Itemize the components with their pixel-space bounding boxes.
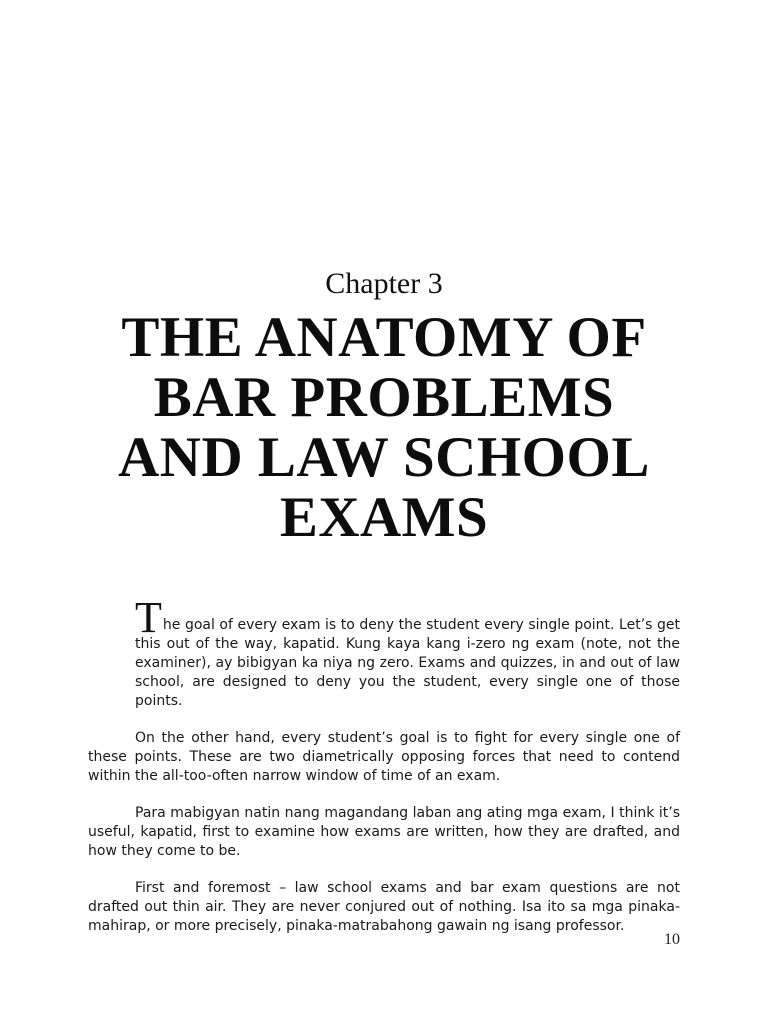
chapter-title-line: THE ANATOMY OF: [121, 306, 647, 369]
paragraph: Para mabigyan natin nang magandang laban ang ating mga exam, I think it’s useful, kapatid, first to examine how exams are written, how they are drafted, and how they come to be.: [88, 805, 680, 859]
body-text: [88, 593, 680, 954]
paragraph: On the other hand, every student’s goal is to fight for every single one of these points. These are two diametrically opposing forces that need to contend within the all-too-often narrow window of time of an exam.: [88, 730, 680, 784]
chapter-title: [70, 308, 698, 548]
drop-cap: T: [135, 593, 162, 642]
chapter-title-line: AND LAW SCHOOL: [118, 426, 650, 489]
paragraph: [88, 593, 680, 711]
paragraph: First and foremost – law school exams and bar exam questions are not drafted out thin air. They are never conjured out of nothing. Isa ito sa mga pinaka-mahirap, or more precisely, pinaka-matrabahong gawain ng isang professor.: [88, 880, 680, 934]
chapter-label: Chapter 3: [325, 267, 443, 300]
chapter-title-line: EXAMS: [279, 486, 489, 549]
page-number: 10: [664, 931, 680, 948]
paragraph-text: he goal of every exam is to deny the student every single point. Let’s get this out of the way, kapatid. Kung kaya kang i-zero ng exam (note, not the examiner), ay bibigyan ka niya ng zero. Exams and quizzes, in and out of law school, are designed to deny you the student, every single one of those points.: [135, 617, 680, 709]
chapter-title-line: BAR PROBLEMS: [153, 366, 615, 429]
